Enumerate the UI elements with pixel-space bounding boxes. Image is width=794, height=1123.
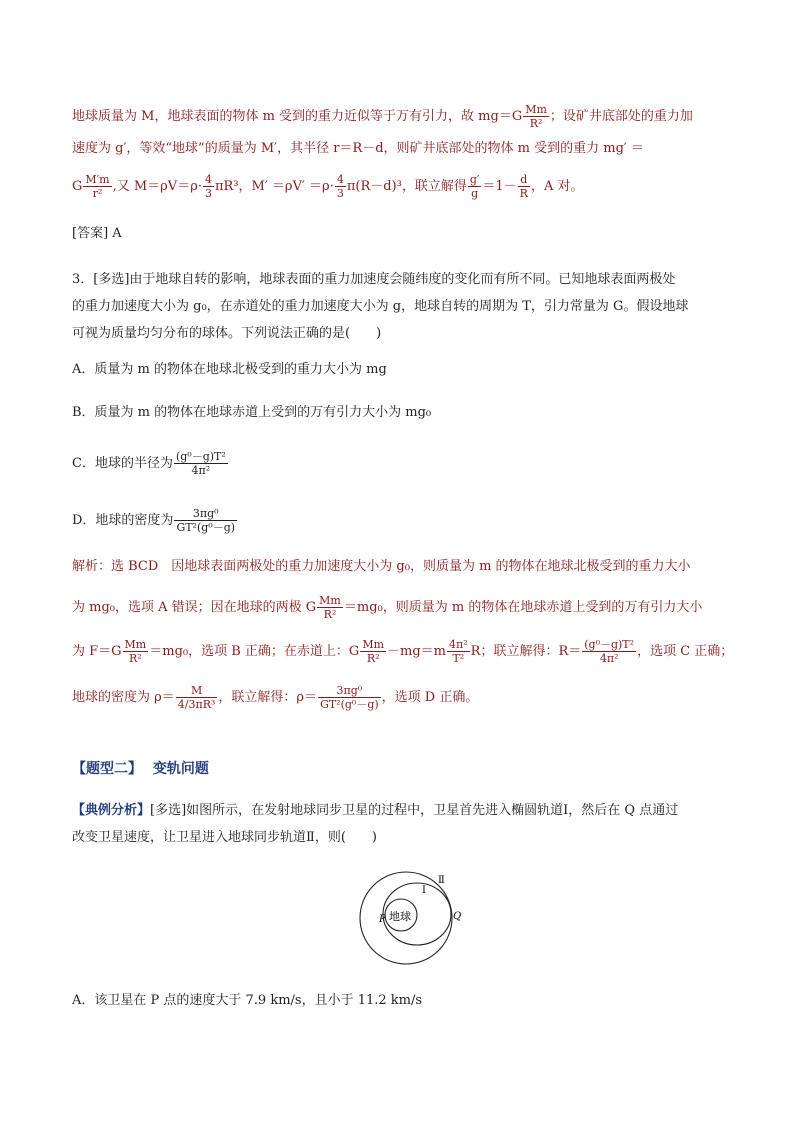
fraction: $\frac{d}{R}$ [519,173,528,200]
fraction: $\frac{Mm}{\text{R²}}$ [525,103,547,130]
fraction: $\frac{\text{3πg⁰}}{\text{GT²(g⁰－g)}}$ [176,507,236,534]
solution-prev-line-1: 地球质量为 M，地球表面的物体 m 受到的重力近似等于万有引力，故 mg＝G $\frac{Mm}{\text{R²}}$ ；设矿井底部处的重力加 [72,103,693,130]
earth-label: 地球 [389,910,411,923]
solution-line-1: 解析：选 BCD 因地球表面两极处的重力加速度大小为 g₀，则质量为 m 的物体在地球北极受到的重力大小 [72,559,691,574]
fraction: $\frac{Mm}{\text{R²}}$ [124,638,147,665]
solution-line-3: 为 F＝G $\frac{Mm}{\text{R²}}$ ＝mg₀，选项 B 正确；在赤道上：G $\frac{Mm}{\text{R²}}$ －mg＝m $\frac{\text{4π²}}{\text{T²}}$ R；联立解得：R＝ $\frac{\text{(g⁰－g)T²}}{\text{4π²}}$ ，选项 C 正确； [72,638,734,665]
fraction: $\frac{Mm}{\text{R²}}$ [319,594,341,621]
point-p-label: P [379,914,386,925]
example-line-1: 【典例分析】[多选]如图所示，在发射地球同步卫星的过程中，卫星首先进入椭圆轨道Ⅰ，然后在 Q 点通过 [72,803,679,818]
fraction: $\frac{\text{3πg⁰}}{\text{GT²(g⁰－g)}}$ [320,684,379,711]
point-q-label: Q [453,911,462,922]
orbit-ii-label: Ⅱ [438,875,445,886]
fraction: $\frac{Mm}{\text{R²}}$ [362,638,385,665]
fraction: $\frac{\text{4π²}}{\text{T²}}$ [449,638,468,665]
solution-line-4: 地球的密度为 ρ＝ $\frac{M}{\text{4/3πR³}}$ ，联立解得：ρ＝ $\frac{\text{3πg⁰}}{\text{GT²(g⁰－g)}}$ ，选项 D 正确。 [72,684,479,711]
fraction: $\frac{\text{(g⁰－g)T²}}{\text{4π²}}$ [175,450,226,477]
fraction: $\frac{M'm}{\text{r²}}$ [85,173,110,200]
section-heading [72,758,209,778]
fraction: $\frac{4}{3}$ [204,173,212,200]
question-3-line-2: 的重力加速度大小为 g₀，在赤道处的重力加速度大小为 g，地球自转的周期为 T，引力常量为 G。假设地球 [72,299,689,314]
fraction: $\frac{\text{(g⁰－g)T²}}{\text{4π²}}$ [584,638,635,665]
solution-prev-line-2: 速度为 g′，等效“地球”的质量为 M′，其半径 r＝R－d，则矿井底部处的物体 m 受到的重力 mg′ ＝ [72,141,645,156]
example-line-2: 改变卫星速度，让卫星进入地球同步轨道Ⅱ，则( ) [72,830,377,845]
section-tag: 【题型二】 [72,761,142,777]
option-c: C．地球的半径为 $\frac{\text{(g⁰－g)T²}}{\text{4π²}}$ [72,450,226,477]
question-3-line-3: 可视为质量均匀分布的球体。下列说法正确的是( ) [72,326,382,341]
example-option-a: A．该卫星在 P 点的速度大于 7.9 km/s，且小于 11.2 km/s [72,993,423,1008]
option-a: A．质量为 m 的物体在地球北极受到的重力大小为 mg [72,362,387,377]
section-title: 变轨问题 [152,761,209,777]
fraction: $\frac{g'}{g}$ [469,173,480,200]
fraction: $\frac{M}{\text{4/3πR³}}$ [177,684,216,711]
answer-line: [答案] A [72,226,122,241]
solution-line-2: 为 mg₀，选项 A 错误；因在地球的两极 G $\frac{Mm}{\text{R²}}$ ＝mg₀，则质量为 m 的物体在地球赤道上受到的万有引力大小 [72,594,703,621]
orbit-i-label: Ⅰ [422,885,426,896]
option-b: B．质量为 m 的物体在地球赤道上受到的万有引力大小为 mg₀ [72,405,432,420]
example-tag: 【典例分析】 [72,803,151,818]
option-d: D．地球的密度为 $\frac{\text{3πg⁰}}{\text{GT²(g⁰－g)}}$ [72,507,236,534]
solution-prev-line-3: G $\frac{M'm}{\text{r²}}$ ,又 M＝ρV＝ρ· $\frac{4}{3}$ πR³，M′ ＝ρV′ ＝ρ· $\frac{4}{3}$ π(R－d)³，联立解得 $\frac{g'}{g}$ ＝1－ $\frac{d}{R}$ ，A 对。 [72,173,584,200]
orbit-diagram [355,868,470,978]
question-3-line-1: 3．[多选]由于地球自转的影响，地球表面的重力加速度会随纬度的变化而有所不同。已知地球表面两极处 [72,272,676,287]
fraction: $\frac{4}{3}$ [336,173,344,200]
